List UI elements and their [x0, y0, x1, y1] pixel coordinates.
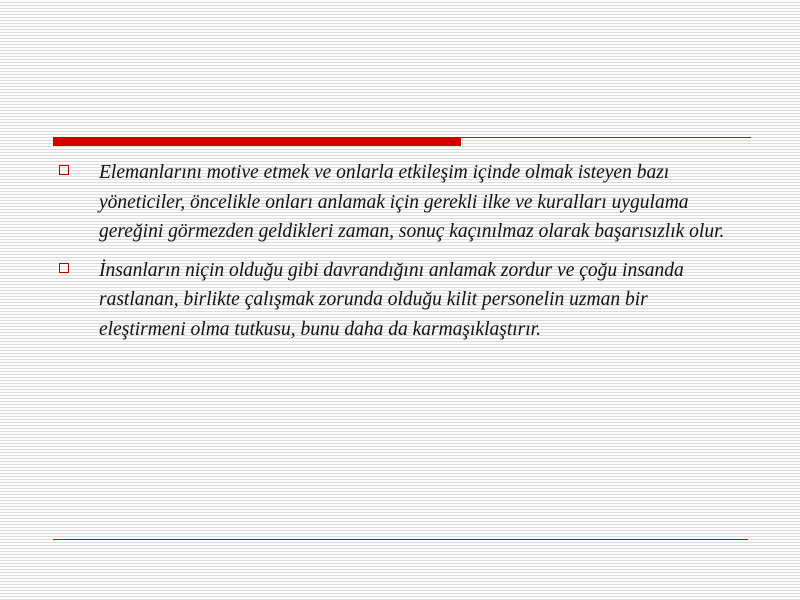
bullet-item: [53, 256, 753, 345]
footer-rule: [53, 539, 748, 540]
bullet-text: Elemanlarını motive etmek ve onlarla etkileşim içinde olmak isteyen bazı yöneticiler, öncelikle onları anlamak için gerekli ilke ve kuralları uygulama gereğini görmezden geldikleri zaman, sonuç kaçınılmaz olarak başarısızlık olur.: [99, 162, 725, 242]
square-bullet-icon: [59, 165, 69, 175]
bullet-text: İnsanların niçin olduğu gibi davrandığını anlamak zordur ve çoğu insanda rastlanan, birlikte çalışmak zorunda olduğu kilit personelin uzman bir eleştirmeni olma tutkusu, bunu daha da karmaşıklaştırır.: [99, 259, 684, 340]
square-bullet-icon: [59, 263, 69, 273]
bullet-item: [53, 158, 753, 247]
header-rule-thin: [461, 137, 751, 138]
header-rule-thick: [53, 137, 461, 146]
slide-body: [53, 158, 753, 353]
